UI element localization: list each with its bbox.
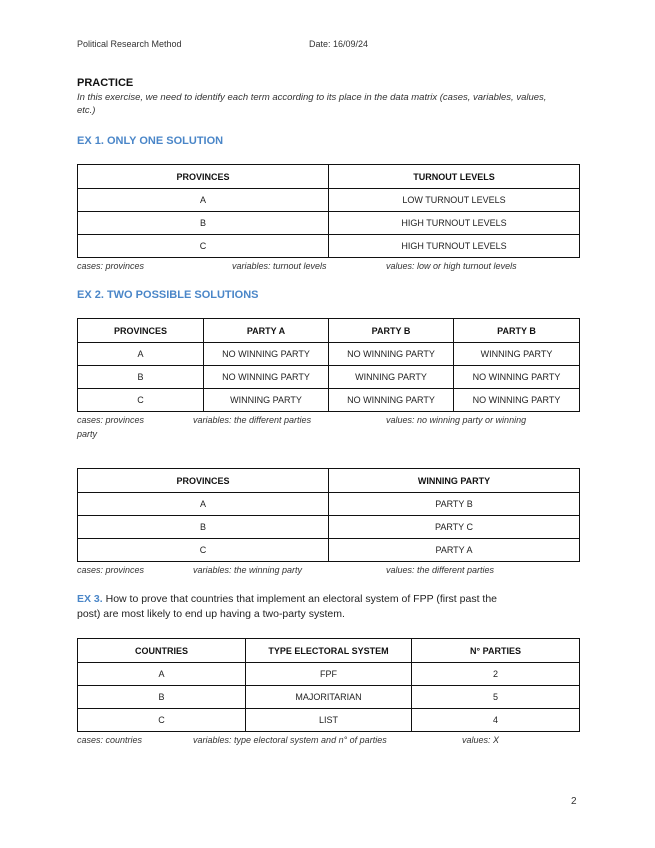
table-cell: FPF xyxy=(246,663,412,686)
ex3-question xyxy=(77,592,577,622)
ex2-t1-note-cases: cases: provinces xyxy=(77,415,145,425)
table-cell: B xyxy=(78,212,329,235)
table-cell: LOW TURNOUT LEVELS xyxy=(329,189,580,212)
ex1-note-variables: variables: turnout levels xyxy=(232,261,327,271)
ex3-note-variables: variables: type electoral system and n° of parties xyxy=(193,735,387,745)
column-header: N° PARTIES xyxy=(412,639,580,663)
table-cell: 2 xyxy=(412,663,580,686)
ex3-label: EX 3. xyxy=(77,593,103,605)
ex2-heading: EX 2. TWO POSSIBLE SOLUTIONS xyxy=(77,289,259,301)
table-cell: WINNING PARTY xyxy=(329,366,454,389)
ex2-t1-note-variables: variables: the different parties xyxy=(193,415,312,425)
column-header: PARTY B xyxy=(454,319,580,343)
table-cell: A xyxy=(78,189,329,212)
column-header: COUNTRIES xyxy=(78,639,246,663)
table-cell: B xyxy=(78,516,329,539)
ex3-note-values: values: X xyxy=(462,735,500,745)
ex3-table xyxy=(77,638,580,732)
column-header: WINNING PARTY xyxy=(329,469,580,493)
table-cell: NO WINNING PARTY xyxy=(454,389,580,412)
table-header-row xyxy=(78,319,580,343)
ex3-text-line1: How to prove that countries that implement an electoral system of FPP (first past the xyxy=(105,593,498,605)
column-header: PARTY B xyxy=(329,319,454,343)
table-cell: PARTY A xyxy=(329,539,580,562)
table-cell: C xyxy=(78,709,246,732)
ex2-t1-note-values-cont: party xyxy=(77,429,98,439)
table-row xyxy=(78,189,580,212)
table-cell: NO WINNING PARTY xyxy=(454,366,580,389)
table-cell: C xyxy=(78,389,204,412)
column-header: TYPE ELECTORAL SYSTEM xyxy=(246,639,412,663)
table-header-row xyxy=(78,165,580,189)
table-cell: A xyxy=(78,493,329,516)
header-course: Political Research Method xyxy=(77,39,182,49)
table-cell: NO WINNING PARTY xyxy=(329,389,454,412)
ex1-note-cases: cases: provinces xyxy=(77,261,145,271)
table-row xyxy=(78,709,580,732)
table-cell: A xyxy=(78,663,246,686)
table-row xyxy=(78,343,580,366)
table-cell: 4 xyxy=(412,709,580,732)
table-cell: HIGH TURNOUT LEVELS xyxy=(329,235,580,258)
table-cell: WINNING PARTY xyxy=(204,389,329,412)
table-cell: B xyxy=(78,366,204,389)
table-row xyxy=(78,366,580,389)
column-header: PROVINCES xyxy=(78,165,329,189)
table-cell: HIGH TURNOUT LEVELS xyxy=(329,212,580,235)
table-cell: NO WINNING PARTY xyxy=(204,366,329,389)
table-row xyxy=(78,389,580,412)
ex3-note-cases: cases: countries xyxy=(77,735,143,745)
practice-intro: In this exercise, we need to identify each term according to its place in the data matrix (cases, variables, values, etc.) xyxy=(77,92,547,116)
ex2-table-1 xyxy=(77,318,580,412)
table-row xyxy=(78,516,580,539)
table-cell: WINNING PARTY xyxy=(454,343,580,366)
table-cell: NO WINNING PARTY xyxy=(329,343,454,366)
ex2-t1-note-values: values: no winning party or winning xyxy=(386,415,527,425)
table-cell: C xyxy=(78,539,329,562)
table-header-row xyxy=(78,639,580,663)
header-date: Date: 16/09/24 xyxy=(309,39,369,49)
table-row xyxy=(78,235,580,258)
table-row xyxy=(78,493,580,516)
table-cell: LIST xyxy=(246,709,412,732)
table-row xyxy=(78,539,580,562)
table-cell: PARTY C xyxy=(329,516,580,539)
table-cell: B xyxy=(78,686,246,709)
ex2-t2-note-values: values: the different parties xyxy=(386,565,495,575)
table-cell: 5 xyxy=(412,686,580,709)
column-header: PROVINCES xyxy=(78,469,329,493)
ex2-t2-note-cases: cases: provinces xyxy=(77,565,145,575)
page-number: 2 xyxy=(571,796,577,807)
table-cell: C xyxy=(78,235,329,258)
table-row xyxy=(78,663,580,686)
table-cell: A xyxy=(78,343,204,366)
ex1-table xyxy=(77,164,580,258)
table-header-row xyxy=(78,469,580,493)
column-header: PROVINCES xyxy=(78,319,204,343)
table-cell: NO WINNING PARTY xyxy=(204,343,329,366)
table-row xyxy=(78,212,580,235)
column-header: PARTY A xyxy=(204,319,329,343)
ex2-table-2 xyxy=(77,468,580,562)
ex1-note-values: values: low or high turnout levels xyxy=(386,261,517,271)
ex3-text-line2: post) are most likely to end up having a two-party system. xyxy=(77,608,345,620)
ex1-heading: EX 1. ONLY ONE SOLUTION xyxy=(77,135,224,147)
table-cell: MAJORITARIAN xyxy=(246,686,412,709)
table-cell: PARTY B xyxy=(329,493,580,516)
table-row xyxy=(78,686,580,709)
column-header: TURNOUT LEVELS xyxy=(329,165,580,189)
ex2-t2-note-variables: variables: the winning party xyxy=(193,565,303,575)
practice-title: PRACTICE xyxy=(77,77,134,89)
